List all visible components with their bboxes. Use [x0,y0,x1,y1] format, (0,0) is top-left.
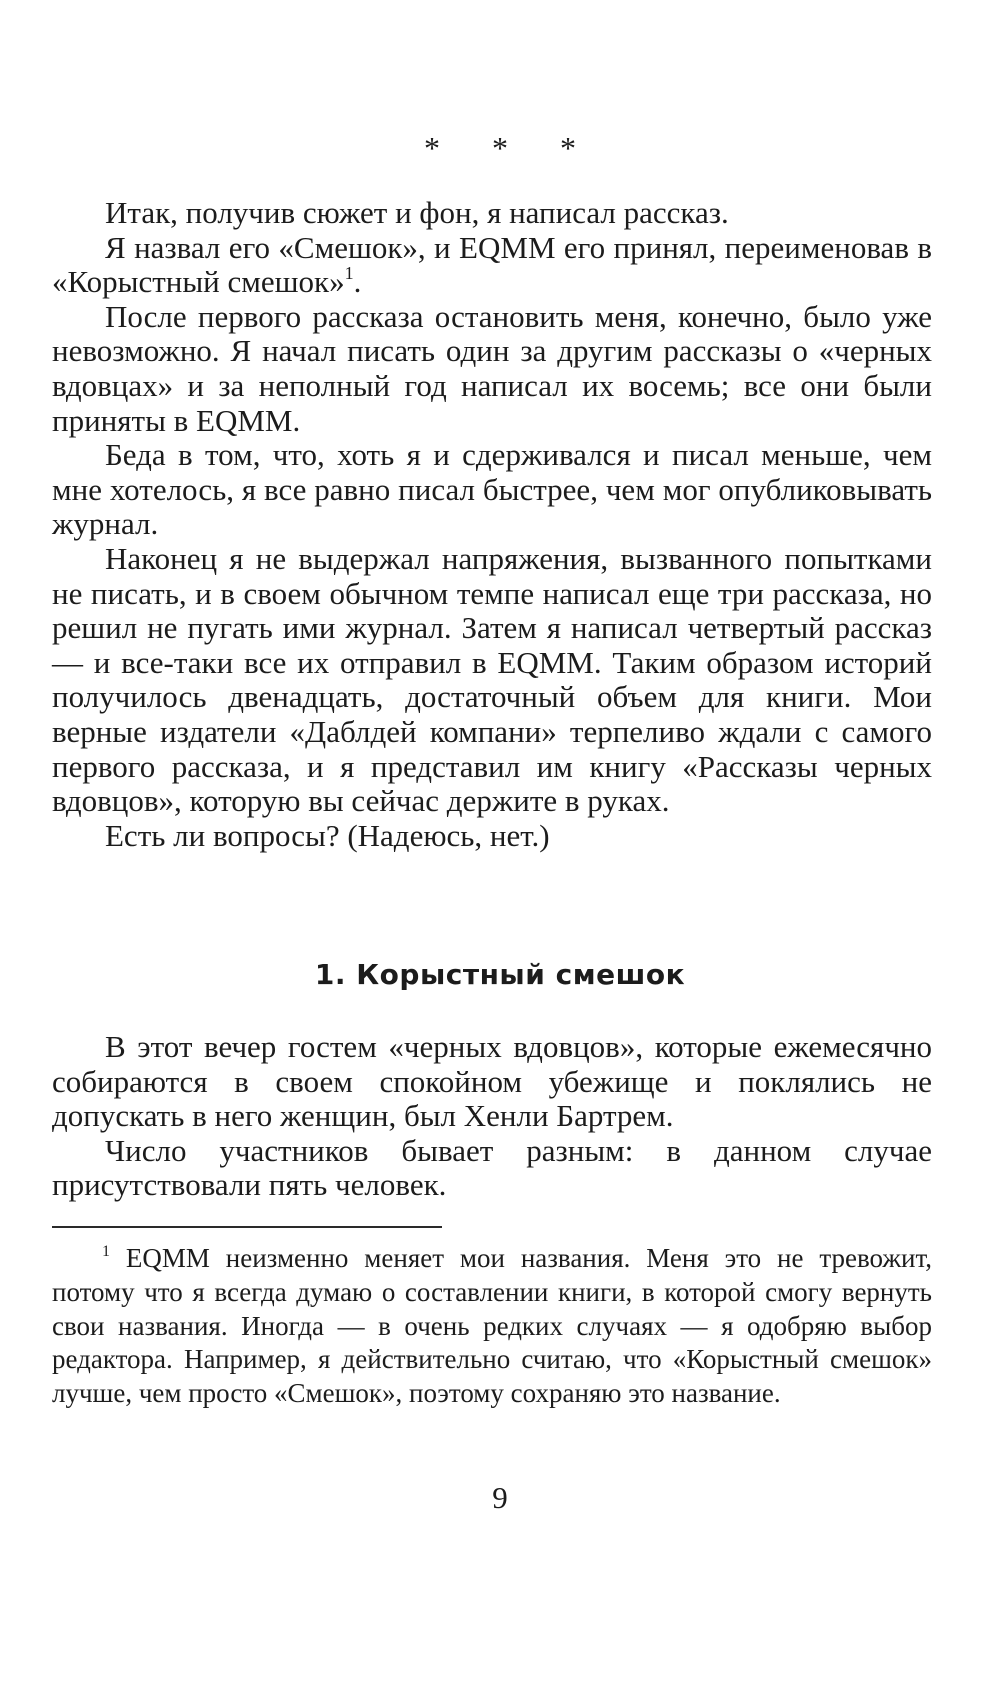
paragraph: Беда в том, что, хоть я и сдерживался и писал меньше, чем мне хотелось, я все равно писал быстрее, чем мог опубликовывать журнал. [52,437,932,542]
sentence-period: . [353,264,362,300]
paragraph: После первого рассказа остановить меня, конечно, было уже невозможно. Я начал писать один за другим рассказы о «черных вдовцах» и за неполный год написал их восемь; все они были приняты в EQMM. [52,298,932,438]
intro-text [52,196,932,853]
footnote-text: EQMM неизменно меняет мои названия. Меня это не тревожит, потому что я всегда думаю о составлении книги, в которой смогу вернуть свои названия. Иногда — в очень редких случаях — я одобряю выбор редактора. Например, я действительно считаю, что «Корыстный смешок» лучше, чем просто «Смешок», поэтому сохраняю это название. [52,1243,932,1409]
paragraph: Итак, получив сюжет и фон, я написал рассказ. [105,195,729,230]
paragraph: Есть ли вопросы? (Надеюсь, нет.) [105,817,550,853]
paragraph-text: Я назвал его «Смешок», и EQMM его принял, переименовав в «Корыстный смешок» [52,229,932,300]
paragraph [52,231,932,300]
section-separator: * * * [424,130,598,166]
footnote-paragraph [52,1242,932,1411]
page-number: 9 [492,1480,508,1515]
chapter-title: 1. Корыстный смешок [314,958,686,991]
footnote-reference[interactable]: 1 [344,263,354,284]
footnote-divider [52,1226,442,1228]
paragraph: Наконец я не выдержал напряжения, вызванного попытками не писать, и в своем обычном темпе написал еще три рассказа, но решил не пугать ими журнал. Затем я написал четвертый рассказ — и все-таки все их отправил в EQMM. Таким образом историй получилось двенадцать, достаточный объем для книги. Мои верные издатели «Даблдей компани» терпеливо ждали с самого первого рассказа, и я представил им книгу «Рассказы черных вдовцов», которую вы сейчас держите в руках. [52,540,932,819]
footnote [52,1242,932,1411]
paragraph: Число участников бывает разным: в данном случае присутствовали пять человек. [52,1132,932,1203]
footnote-marker: 1 [102,1243,110,1260]
paragraph: В этот вечер гостем «черных вдовцов», которые ежемесячно собираются в своем спокойном убежище и поклялись не допускать в него женщин, был Хенли Бартрем. [52,1029,932,1134]
chapter-text [52,1030,932,1203]
